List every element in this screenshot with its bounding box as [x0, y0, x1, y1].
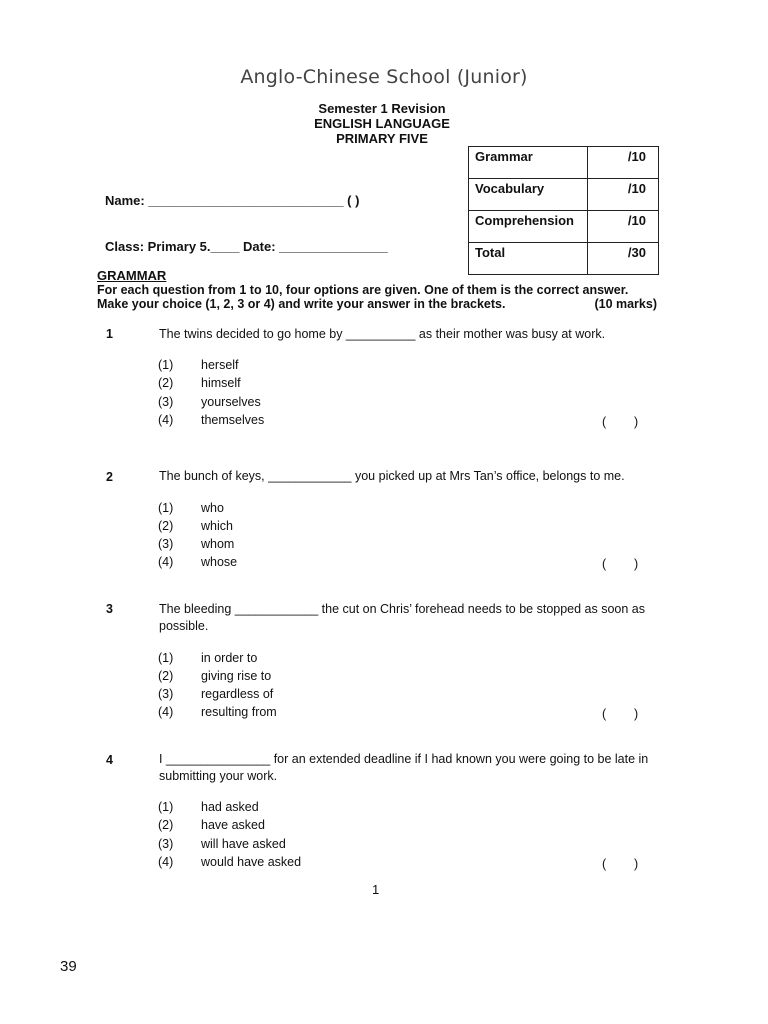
question-text: I _______________ for an extended deadline if I had known you were going to be late in submitting your work. — [159, 752, 649, 783]
option-number: (3) — [158, 687, 174, 701]
section-title: GRAMMAR — [97, 268, 167, 283]
option-number: (1) — [158, 358, 174, 372]
instruction-line-2 — [97, 297, 657, 311]
score-row-vocabulary — [469, 179, 659, 211]
score-label: Grammar — [469, 147, 588, 179]
option-text: whose — [201, 555, 238, 569]
option-text: in order to — [201, 651, 258, 665]
option-text: resulting from — [201, 705, 277, 719]
score-value: /10 — [588, 211, 659, 243]
option-number: (4) — [158, 555, 174, 569]
question-number: 2 — [106, 470, 113, 484]
score-label: Total — [469, 243, 588, 275]
subject-heading: ENGLISH LANGUAGE — [314, 116, 450, 131]
option-number: (4) — [158, 855, 174, 869]
level-heading: PRIMARY FIVE — [336, 131, 428, 146]
option-text: have asked — [201, 818, 265, 832]
score-value: /10 — [588, 179, 659, 211]
score-table — [468, 146, 659, 275]
option-number: (3) — [158, 537, 174, 551]
score-label: Comprehension — [469, 211, 588, 243]
option-text: will have asked — [201, 837, 286, 851]
answer-bracket[interactable]: ( ) — [602, 557, 639, 571]
option-number: (3) — [158, 395, 174, 409]
score-row-total — [469, 243, 659, 275]
question-number: 1 — [106, 327, 113, 341]
option-text: who — [201, 501, 224, 515]
instruction-line-1: For each question from 1 to 10, four options are given. One of them is the correct answer. — [97, 283, 629, 297]
option-number: (2) — [158, 376, 174, 390]
option-text: herself — [201, 358, 239, 372]
option-number: (2) — [158, 669, 174, 683]
option-number: (4) — [158, 413, 174, 427]
question-text: The twins decided to go home by __________ as their mother was busy at work. — [159, 327, 606, 341]
question-number: 4 — [106, 753, 113, 767]
marks-label: (10 marks) — [594, 297, 657, 311]
answer-bracket[interactable]: ( ) — [602, 415, 639, 429]
semester-heading: Semester 1 Revision — [318, 101, 446, 116]
score-label: Vocabulary — [469, 179, 588, 211]
score-value: /30 — [588, 243, 659, 275]
option-text: had asked — [201, 800, 259, 814]
option-number: (3) — [158, 837, 174, 851]
option-text: themselves — [201, 413, 265, 427]
option-number: (4) — [158, 705, 174, 719]
question-text: The bunch of keys, ____________ you picked up at Mrs Tan’s office, belongs to me. — [159, 469, 625, 483]
option-text: giving rise to — [201, 669, 272, 683]
option-number: (2) — [158, 519, 174, 533]
option-number: (2) — [158, 818, 174, 832]
option-text: yourselves — [201, 395, 261, 409]
instruction-text: Make your choice (1, 2, 3 or 4) and write your answer in the brackets. — [97, 297, 506, 311]
page-number: 1 — [372, 882, 380, 897]
school-title: Anglo-Chinese School (Junior) — [240, 66, 528, 88]
score-value: /10 — [588, 147, 659, 179]
option-text: whom — [201, 537, 235, 551]
question-text: The bleeding ____________ the cut on Chris’ forehead needs to be stopped as soon as possible. — [159, 602, 646, 633]
option-number: (1) — [158, 501, 174, 515]
document-page-number: 39 — [60, 958, 77, 975]
option-number: (1) — [158, 800, 174, 814]
answer-bracket[interactable]: ( ) — [602, 857, 639, 871]
option-text: himself — [201, 376, 241, 390]
question-number: 3 — [106, 602, 113, 616]
option-number: (1) — [158, 651, 174, 665]
score-row-comprehension — [469, 211, 659, 243]
answer-bracket[interactable]: ( ) — [602, 707, 639, 721]
class-date-field: Class: Primary 5.____ Date: _______________ — [105, 239, 388, 254]
score-row-grammar — [469, 147, 659, 179]
option-text: which — [201, 519, 233, 533]
name-field: Name: ___________________________ ( ) — [105, 193, 360, 208]
option-text: regardless of — [201, 687, 274, 701]
option-text: would have asked — [201, 855, 302, 869]
